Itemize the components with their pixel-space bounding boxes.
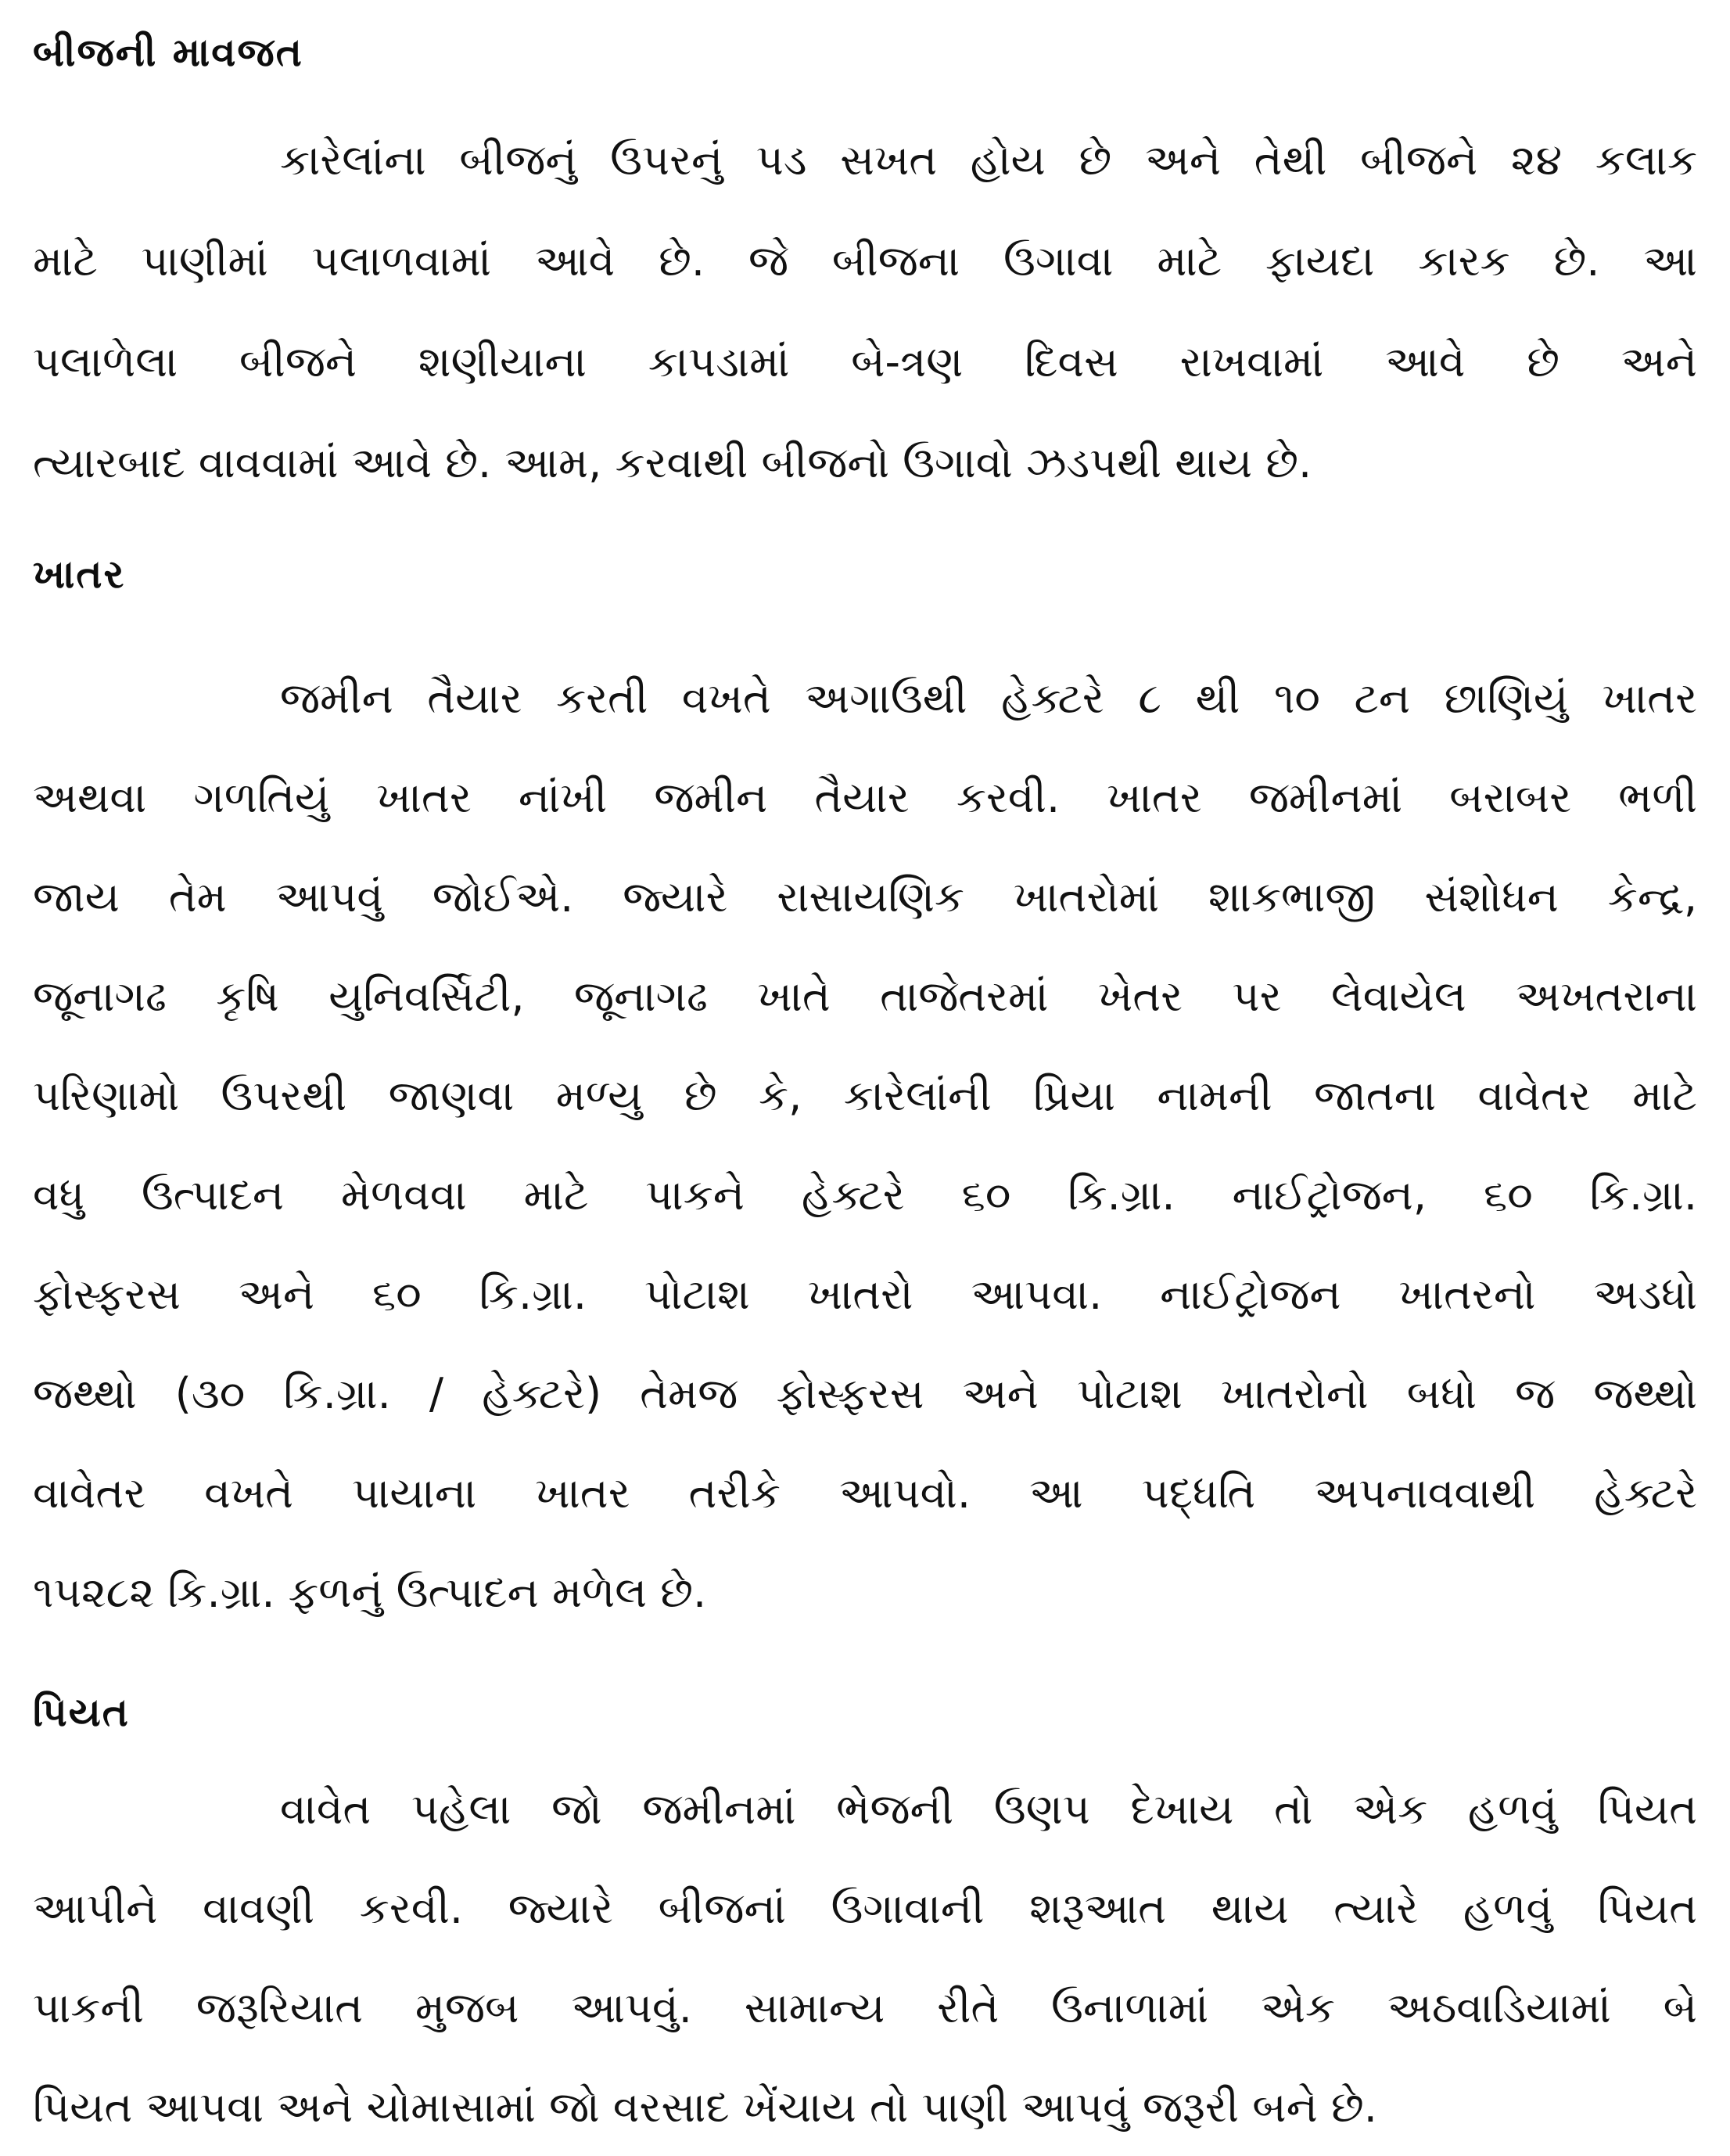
paragraph-line: ત્યારબાદ વાવવામાં આવે છે. આમ, કરવાથી બીજનો ઉગાવો ઝડપથી થાય છે. xyxy=(33,438,1312,487)
paragraph-line: પિયત આપવા અને ચોમાસામાં જો વરસાદ ખેંચાય તો પાણી આપવું જરૂરી બને છે. xyxy=(33,2082,1377,2132)
paragraph-line: ફોસ્ફરસ અને ૬૦ કિ.ગ્રા. પોટાશ ખાતરો આપવા. નાઈટ્રોજન ખાતરનો અડધો xyxy=(33,1270,1697,1319)
paragraph-line: વધુ ઉત્પાદન મેળવવા માટે પાકને હેક્ટરે ૬૦ કિ.ગ્રા. નાઈટ્રોજન, ૬૦ કિ.ગ્રા. xyxy=(33,1170,1697,1220)
paragraph-line: વાવેત પહેલા જો જમીનમાં ભેજની ઉણપ દેખાય તો એક હળવું પિયત xyxy=(280,1784,1697,1834)
paragraph-line: વાવેતર વખતે પાયાના ખાતર તરીકે આપવો. આ પદ્ધતિ અપનાવવાથી હેક્ટરે xyxy=(33,1468,1697,1518)
paragraph-line: પલાળેલા બીજને શણીયાના કાપડામાં બે-ત્રણ દિવસ રાખવામાં આવે છે અને xyxy=(33,337,1697,386)
paragraph-line: જાય તેમ આપવું જોઈએ. જ્યારે રાસાયણિક ખાતરોમાં શાકભાજી સંશોધન કેન્દ્ર, xyxy=(33,872,1697,922)
section-heading-irrigation: પિયત xyxy=(33,1690,130,1735)
paragraph-line: આપીને વાવણી કરવી. જ્યારે બીજનાં ઉગાવાની શરૂઆત થાય ત્યારે હળવું પિયત xyxy=(33,1884,1697,1933)
paragraph-line: જૂનાગઢ કૃષિ યુનિવર્સિટી, જૂનાગઢ ખાતે તાજેતરમાં ખેતર પર લેવાયેલ અખતરાના xyxy=(33,972,1697,1021)
paragraph-line: પરિણામો ઉપરથી જાણવા મળ્યુ છે કે, કારેલાંની પ્રિયા નામની જાતના વાવેતર માટે xyxy=(33,1071,1697,1120)
section-heading-fertilizer: ખાતર xyxy=(33,552,126,597)
paragraph-line: અથવા ગળતિયું ખાતર નાંખી જમીન તૈયાર કરવી. ખાતર જમીનમાં બરાબર ભળી xyxy=(33,773,1697,822)
paragraph-line: જથ્થો (૩૦ કિ.ગ્રા. / હેક્ટરે) તેમજ ફોસ્ફરસ અને પોટાશ ખાતરોનો બધો જ જથ્થો xyxy=(33,1369,1697,1418)
paragraph-line: પાકની જરૂરિયાત મુજબ આપવું. સામાન્ય રીતે ઉનાળામાં એક અઠવાડિયામાં બે xyxy=(33,1983,1697,2032)
paragraph-line: જમીન તૈયાર કરતી વખતે અગાઉથી હેક્ટરે ૮ થી ૧૦ ટન છાણિયું ખાતર xyxy=(280,674,1697,723)
paragraph-line: ૧૫૨૮૨ કિ.ગ્રા. ફળનું ઉત્પાદન મળેલ છે. xyxy=(33,1568,707,1617)
section-heading-seed-treatment: બીજની માવજત xyxy=(33,30,303,75)
paragraph-line: માટે પાણીમાં પલાળવામાં આવે છે. જે બીજના ઉગાવા માટે ફાયદા કારક છે. આ xyxy=(33,236,1697,286)
paragraph-line: કારેલાંના બીજનું ઉપરનું પડ સખત હોય છે અને તેથી બીજને ૨૪ કલાક xyxy=(280,135,1697,185)
